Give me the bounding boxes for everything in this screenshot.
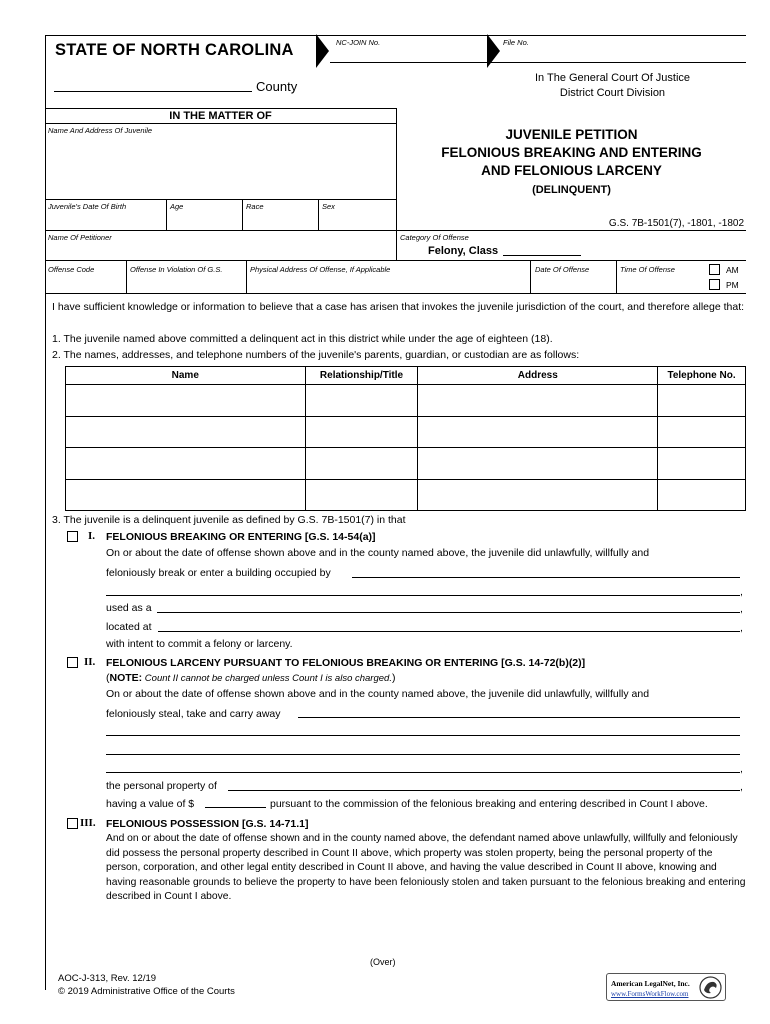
age-label: Age bbox=[170, 202, 184, 211]
count-1-intent: with intent to commit a felony or larceny. bbox=[106, 638, 293, 650]
table-row bbox=[66, 385, 746, 417]
note-label: NOTE: bbox=[109, 672, 143, 684]
comma: , bbox=[740, 586, 743, 598]
age-race-divider bbox=[242, 199, 243, 230]
top-border bbox=[45, 35, 746, 36]
date-divider bbox=[616, 260, 617, 293]
publisher-logo-icon bbox=[699, 976, 722, 999]
felony-class-field[interactable] bbox=[503, 244, 581, 256]
dob-label: Juvenile's Date Of Birth bbox=[48, 202, 127, 211]
item-1: 1. The juvenile named above committed a delinquent act in this district while under the age of eighteen (18). bbox=[52, 333, 553, 345]
col-relationship: Relationship/Title bbox=[305, 367, 418, 385]
name-cell[interactable] bbox=[66, 448, 306, 480]
sex-label: Sex bbox=[322, 202, 335, 211]
offense-code-divider bbox=[126, 260, 127, 293]
offense-violation-label: Offense In Violation Of G.S. bbox=[130, 265, 223, 274]
address-divider bbox=[530, 260, 531, 293]
offense-bottom-line bbox=[45, 293, 746, 294]
table-row bbox=[66, 416, 746, 448]
count-2-text-1: On or about the date of offense shown above and in the county named above, the juvenile did unlawfully, willfully and bbox=[106, 688, 650, 700]
occupied-by-field-2[interactable] bbox=[106, 584, 740, 596]
address-cell[interactable] bbox=[418, 448, 658, 480]
count-1-text-2: feloniously break or enter a building occupied by bbox=[106, 567, 331, 579]
file-no-label: File No. bbox=[503, 38, 529, 47]
relationship-cell[interactable] bbox=[305, 479, 418, 511]
count-3-checkbox[interactable] bbox=[67, 818, 78, 829]
located-at-label: located at bbox=[106, 621, 152, 633]
arrow-icon bbox=[316, 34, 329, 68]
petition-title bbox=[397, 126, 746, 180]
parents-table bbox=[65, 366, 746, 511]
court-line-2: District Court Division bbox=[559, 87, 666, 99]
offense-code-label: Offense Code bbox=[48, 265, 95, 274]
statute-ref: G.S. 7B-1501(7), -1801, -1802 bbox=[608, 218, 744, 229]
violation-divider bbox=[246, 260, 247, 293]
over-label: (Over) bbox=[370, 957, 396, 967]
petitioner-field[interactable] bbox=[46, 242, 396, 259]
form-number: AOC-J-313, Rev. 12/19 bbox=[58, 973, 157, 984]
item-3: 3. The juvenile is a delinquent juvenile as defined by G.S. 7B-1501(7) in that bbox=[52, 514, 406, 526]
pm-label: PM bbox=[726, 280, 739, 290]
telephone-cell[interactable] bbox=[658, 448, 746, 480]
date-offense-label: Date Of Offense bbox=[535, 265, 590, 274]
publisher-name: American LegalNet, Inc. bbox=[611, 979, 690, 988]
count-2-note bbox=[106, 671, 395, 686]
relationship-cell[interactable] bbox=[305, 385, 418, 417]
table-header-row bbox=[66, 367, 746, 385]
nc-join-label: NC-JOIN No. bbox=[336, 38, 381, 47]
publisher-badge bbox=[606, 973, 726, 1001]
am-checkbox[interactable] bbox=[709, 264, 720, 275]
count-1-checkbox[interactable] bbox=[67, 531, 78, 542]
col-address: Address bbox=[418, 367, 658, 385]
count-1-numeral: I. bbox=[88, 530, 96, 542]
matter-heading: IN THE MATTER OF bbox=[169, 110, 272, 122]
note-close: ) bbox=[391, 672, 396, 684]
felony-class-label: Felony, Class bbox=[428, 245, 499, 257]
comma: , bbox=[740, 622, 743, 634]
pm-checkbox[interactable] bbox=[709, 279, 720, 290]
count-3-title: FELONIOUS POSSESSION [G.S. 14-71.1] bbox=[106, 818, 309, 830]
name-cell[interactable] bbox=[66, 479, 306, 511]
value-suffix: pursuant to the commission of the felonious breaking and entering described in Count I above. bbox=[270, 798, 708, 810]
time-offense-label: Time Of Offense bbox=[620, 265, 675, 274]
copyright: © 2019 Administrative Office of the Courts bbox=[58, 986, 235, 997]
col-telephone: Telephone No. bbox=[658, 367, 746, 385]
address-cell[interactable] bbox=[418, 385, 658, 417]
carry-away-field[interactable] bbox=[298, 706, 740, 718]
item-2: 2. The names, addresses, and telephone numbers of the juvenile's parents, guardian, or custodian are as follows: bbox=[52, 349, 580, 361]
telephone-cell[interactable] bbox=[658, 416, 746, 448]
juvenile-name-address-field[interactable] bbox=[46, 136, 396, 198]
count-2-checkbox[interactable] bbox=[67, 657, 78, 668]
table-row bbox=[66, 448, 746, 480]
title-line-3: AND FELONIOUS LARCENY bbox=[481, 163, 662, 178]
table-row bbox=[66, 479, 746, 511]
used-as-label: used as a bbox=[106, 602, 152, 614]
comma: , bbox=[740, 781, 743, 793]
court-line-1: In The General Court Of Justice bbox=[534, 72, 691, 84]
comma: , bbox=[740, 763, 743, 775]
petitioner-label: Name Of Petitioner bbox=[48, 233, 112, 242]
state-title: STATE OF NORTH CAROLINA bbox=[55, 41, 294, 59]
header-divider bbox=[330, 62, 746, 63]
county-field[interactable] bbox=[54, 80, 252, 92]
title-line-2: FELONIOUS BREAKING AND ENTERING bbox=[441, 145, 702, 160]
personal-property-label: the personal property of bbox=[106, 780, 217, 792]
carry-away-field-2[interactable] bbox=[106, 724, 740, 736]
relationship-cell[interactable] bbox=[305, 448, 418, 480]
count-2-numeral: II. bbox=[84, 656, 96, 668]
dob-age-divider bbox=[166, 199, 167, 230]
occupied-by-field[interactable] bbox=[352, 566, 740, 578]
petitioner-divider bbox=[396, 230, 397, 260]
intro-text: I have sufficient knowledge or information to believe that a case has arisen that invokes the juvenile jurisdiction of the court, and therefore allege that: bbox=[52, 301, 745, 313]
matter-top-line bbox=[45, 108, 396, 109]
count-2-title: FELONIOUS LARCENY PURSUANT TO FELONIOUS BREAKING OR ENTERING [G.S. 14-72(b)(2)] bbox=[106, 657, 586, 669]
count-3-numeral: III. bbox=[80, 817, 96, 829]
used-as-field[interactable] bbox=[157, 601, 740, 613]
publisher-url[interactable]: www.FormsWorkFlow.com bbox=[611, 990, 689, 998]
telephone-cell[interactable] bbox=[658, 479, 746, 511]
am-label: AM bbox=[726, 265, 739, 275]
name-cell[interactable] bbox=[66, 385, 306, 417]
category-label: Category Of Offense bbox=[400, 233, 469, 242]
value-field[interactable] bbox=[205, 796, 266, 808]
count-1-title: FELONIOUS BREAKING OR ENTERING [G.S. 14-54(a)] bbox=[106, 531, 376, 543]
col-name: Name bbox=[66, 367, 306, 385]
value-prefix: having a value of $ bbox=[106, 798, 195, 810]
address-cell[interactable] bbox=[418, 479, 658, 511]
carry-away-field-3[interactable] bbox=[106, 743, 740, 755]
race-sex-divider bbox=[318, 199, 319, 230]
count-2-text-2: feloniously steal, take and carry away bbox=[106, 708, 281, 720]
dob-row-line bbox=[45, 199, 396, 200]
located-at-field[interactable] bbox=[158, 620, 740, 632]
name-cell[interactable] bbox=[66, 416, 306, 448]
note-open: ( bbox=[106, 672, 110, 684]
telephone-cell[interactable] bbox=[658, 385, 746, 417]
county-label: County bbox=[256, 79, 298, 94]
personal-property-field[interactable] bbox=[228, 779, 740, 791]
race-label: Race bbox=[246, 202, 264, 211]
count-3-text: And on or about the date of offense shown and in the county named above, the defendant named above unlawfully, willfully and feloniously did possess the personal property described in Count II above, which property was stolen property, being the personal property of the person, corporation, and other legal entity described in Count II above, and having the value described in Count II above, knowing and having reasonable grounds to believe the property to have been feloniously stolen and taken pursuant to the felonious breaking and entering described in Count I above. bbox=[106, 833, 746, 902]
juvenile-name-address-label: Name And Address Of Juvenile bbox=[48, 126, 153, 135]
note-text: Count II cannot be charged unless Count I is also charged. bbox=[142, 673, 392, 684]
relationship-cell[interactable] bbox=[305, 416, 418, 448]
physical-address-label: Physical Address Of Offense, If Applicable bbox=[250, 265, 391, 274]
title-line-1: JUVENILE PETITION bbox=[505, 127, 638, 142]
title-delinquent: (DELINQUENT) bbox=[532, 184, 611, 196]
offense-row-line bbox=[45, 260, 746, 261]
comma: , bbox=[740, 603, 743, 615]
address-cell[interactable] bbox=[418, 416, 658, 448]
matter-heading-line bbox=[45, 123, 396, 124]
count-1-text-1: On or about the date of offense shown above and in the county named above, the juvenile did unlawfully, willfully and bbox=[106, 547, 650, 559]
carry-away-field-4[interactable] bbox=[106, 761, 740, 773]
